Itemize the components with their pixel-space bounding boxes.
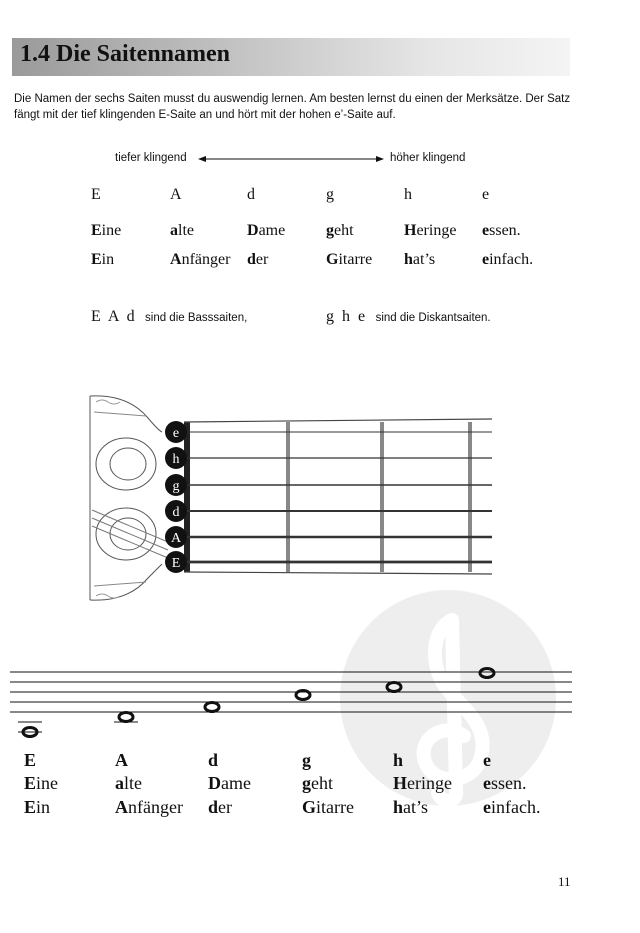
intro-paragraph: Die Namen der sechs Saiten musst du auswendig lernen. Am besten lernst du einen der Merksätze. Der Satz fängt mit der tief klingenden E-Saite an und hört mit der hohen e’-Saite auf. xyxy=(14,93,571,121)
string-label-markers xyxy=(165,421,187,573)
page-title: 1.4 Die Saitennamen xyxy=(20,41,230,67)
low-label: tiefer klingend xyxy=(115,152,187,164)
high-label: höher klingend xyxy=(390,152,466,164)
string-name: g xyxy=(326,186,334,203)
mnemonic-word: Anfänger xyxy=(170,251,231,268)
fret-label: e xyxy=(172,426,180,441)
mnemonic-word: einfach. xyxy=(482,251,534,268)
string-name: A xyxy=(170,186,182,203)
string-name: e xyxy=(482,186,490,203)
mnemonic-word: Gitarre xyxy=(326,251,373,268)
mnemonic-word: essen. xyxy=(482,222,521,239)
string-name: E xyxy=(91,186,101,203)
mnemonic-word: geht xyxy=(326,222,354,239)
bass-strings-note: E A d sind die Basssaiten, xyxy=(91,308,248,325)
mnemonic-word: Eine xyxy=(91,222,122,239)
mnemonic-word: Dame xyxy=(247,222,286,239)
music-staff xyxy=(10,664,572,744)
fret-label: g xyxy=(172,479,180,494)
fretboard-illustration xyxy=(88,392,492,604)
mnemonic-word: hat’s xyxy=(404,251,436,268)
mnemonic-word: der xyxy=(247,251,269,268)
range-arrow xyxy=(198,153,384,165)
mnemonic-word: Heringe xyxy=(404,222,457,239)
heading-bar xyxy=(12,38,570,76)
fret-label: h xyxy=(172,452,180,467)
string-name: h xyxy=(404,186,412,203)
fret-label: E xyxy=(171,556,181,571)
treble-strings-note: g h e sind die Diskantsaiten. xyxy=(326,308,491,325)
fret-label: A xyxy=(170,531,182,546)
page-number: 11 xyxy=(558,874,571,889)
string-name: d xyxy=(247,186,255,203)
fret-label: d xyxy=(172,505,180,520)
mnemonic-word: alte xyxy=(170,222,194,239)
mnemonic-word: Ein xyxy=(91,251,115,268)
